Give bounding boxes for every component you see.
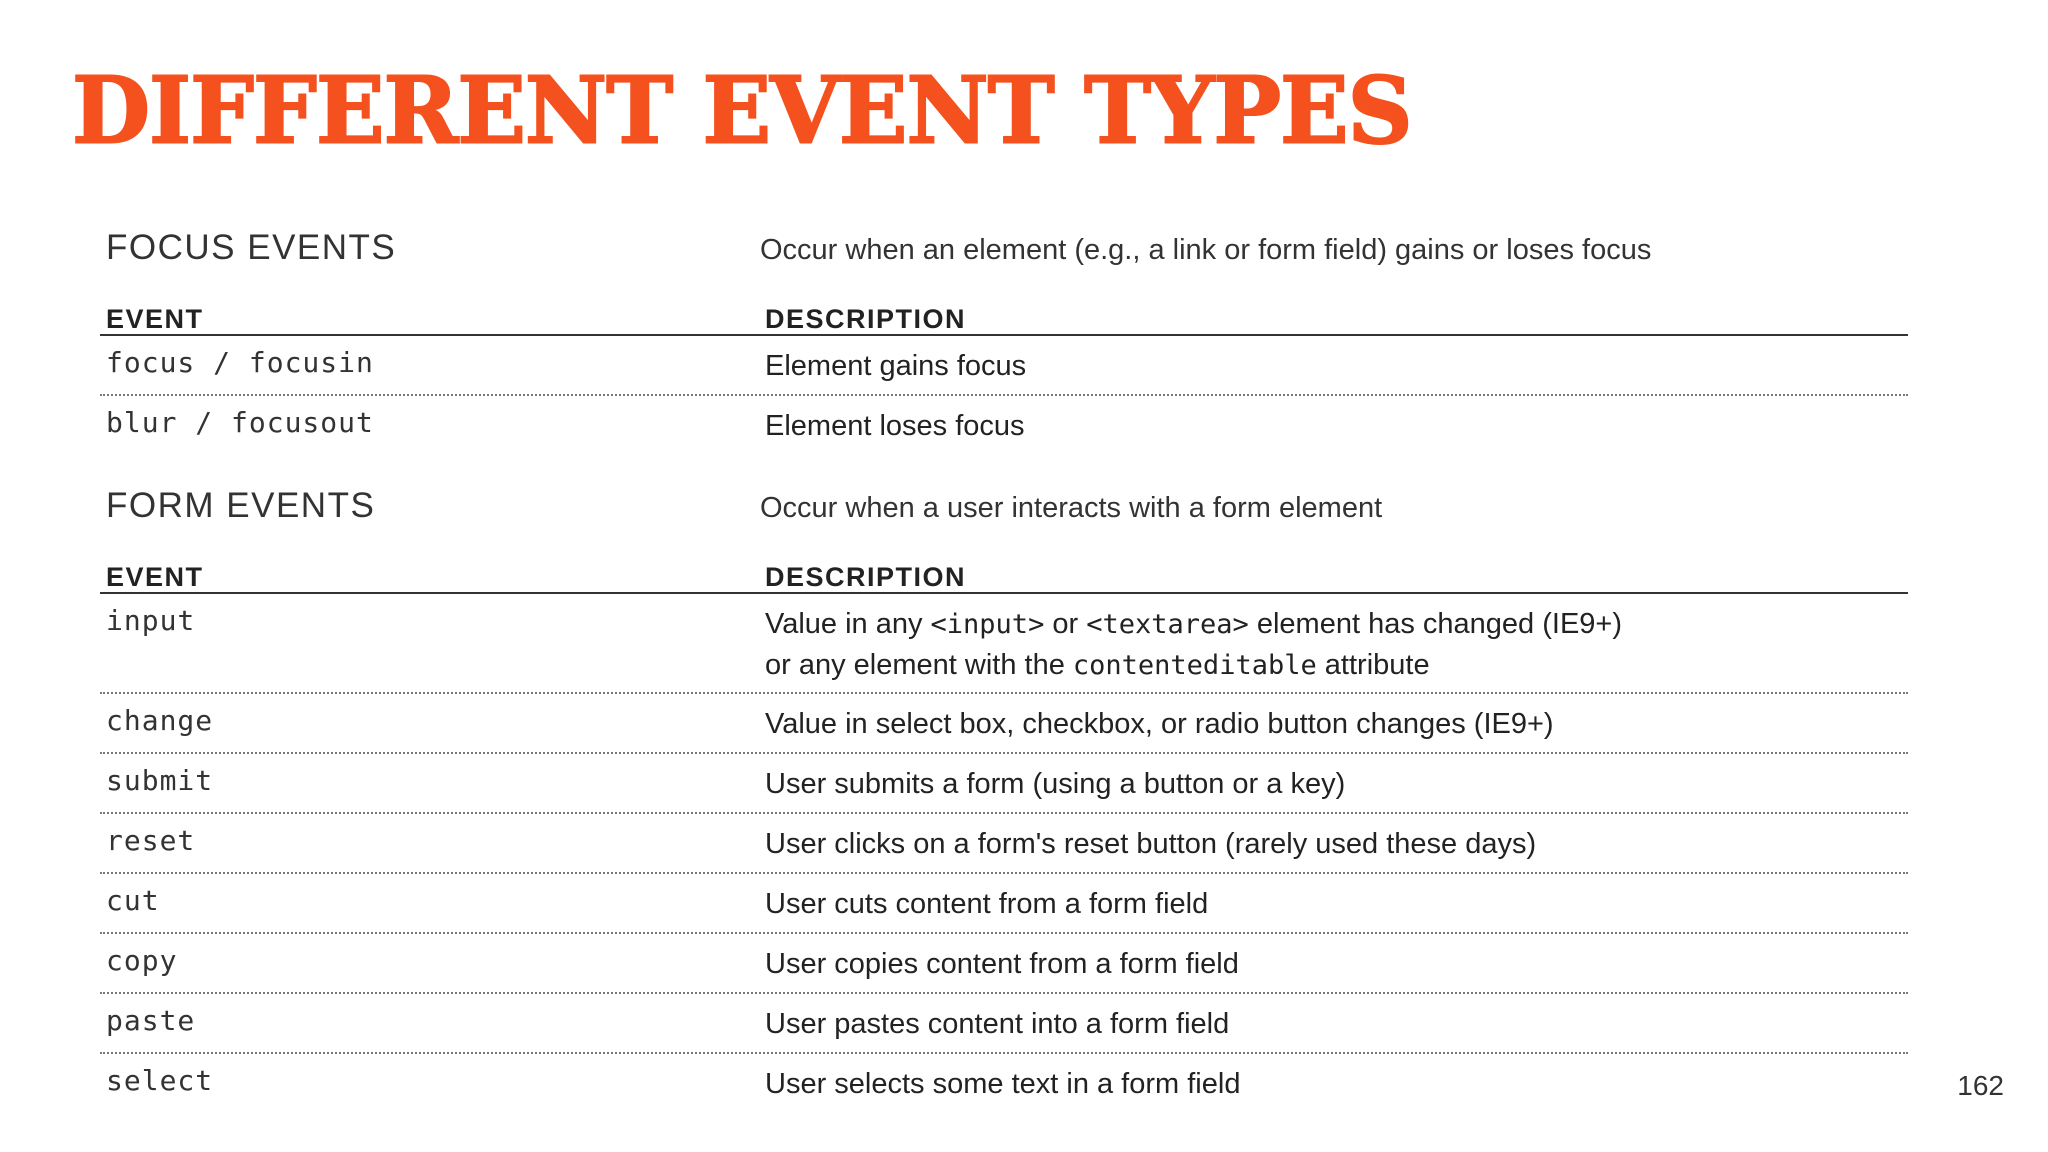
event-description: User selects some text in a form field: [765, 1068, 1241, 1100]
event-description: [765, 604, 1622, 686]
event-name: select: [106, 1064, 214, 1097]
focus-events-table: [100, 228, 1908, 454]
table-row: [100, 874, 1908, 934]
desc-text: Value in any: [765, 608, 931, 640]
slide-title: DIFFERENT EVENT TYPES: [72, 56, 1412, 166]
event-name: cut: [106, 884, 160, 917]
event-name: paste: [106, 1004, 196, 1037]
form-events-header: [100, 486, 1908, 550]
event-name: blur / focusout: [106, 406, 374, 439]
desc-text: or: [1044, 608, 1087, 640]
focus-events-description: Occur when an element (e.g., a link or form field) gains or loses focus: [760, 234, 1652, 266]
desc-text: element has changed (IE9+): [1248, 608, 1623, 640]
event-name: reset: [106, 824, 196, 857]
event-description: User submits a form (using a button or a key): [765, 768, 1346, 800]
desc-code: <input>: [930, 609, 1045, 640]
event-description: User cuts content from a form field: [765, 888, 1209, 920]
desc-code: <textarea>: [1086, 609, 1249, 640]
column-header-event: EVENT: [106, 304, 204, 334]
event-name: submit: [106, 764, 214, 797]
event-name: change: [106, 704, 214, 737]
form-events-table: [100, 486, 1908, 1112]
desc-text: or any element with the: [765, 649, 1073, 681]
event-description: User copies content from a form field: [765, 948, 1239, 980]
table-row: [100, 814, 1908, 874]
desc-code: contenteditable: [1072, 650, 1317, 681]
event-description: Element gains focus: [765, 350, 1027, 382]
focus-events-title: FOCUS EVENTS: [106, 228, 397, 267]
event-name: focus / focusin: [106, 346, 374, 379]
table-row: [100, 754, 1908, 814]
event-description: User pastes content into a form field: [765, 1008, 1230, 1040]
table-row: [100, 396, 1908, 454]
page-number: 162: [1957, 1070, 2004, 1101]
desc-text: attribute: [1316, 649, 1430, 681]
table-row: [100, 594, 1908, 694]
form-events-title: FORM EVENTS: [106, 486, 376, 525]
event-description: Element loses focus: [765, 410, 1025, 442]
column-header-event: EVENT: [106, 562, 204, 592]
table-row: [100, 994, 1908, 1054]
column-header-description: DESCRIPTION: [765, 304, 967, 334]
event-description: Value in select box, checkbox, or radio button changes (IE9+): [765, 708, 1554, 740]
table-row: [100, 336, 1908, 396]
focus-events-header: [100, 228, 1908, 292]
table-row: [100, 694, 1908, 754]
event-name: copy: [106, 944, 178, 977]
table-row: [100, 1054, 1908, 1112]
event-name: input: [106, 604, 196, 637]
table-row: [100, 934, 1908, 994]
form-column-headers: [100, 550, 1908, 594]
column-header-description: DESCRIPTION: [765, 562, 967, 592]
event-description: User clicks on a form's reset button (rarely used these days): [765, 828, 1537, 860]
form-events-description: Occur when a user interacts with a form element: [760, 492, 1383, 524]
focus-column-headers: [100, 292, 1908, 336]
